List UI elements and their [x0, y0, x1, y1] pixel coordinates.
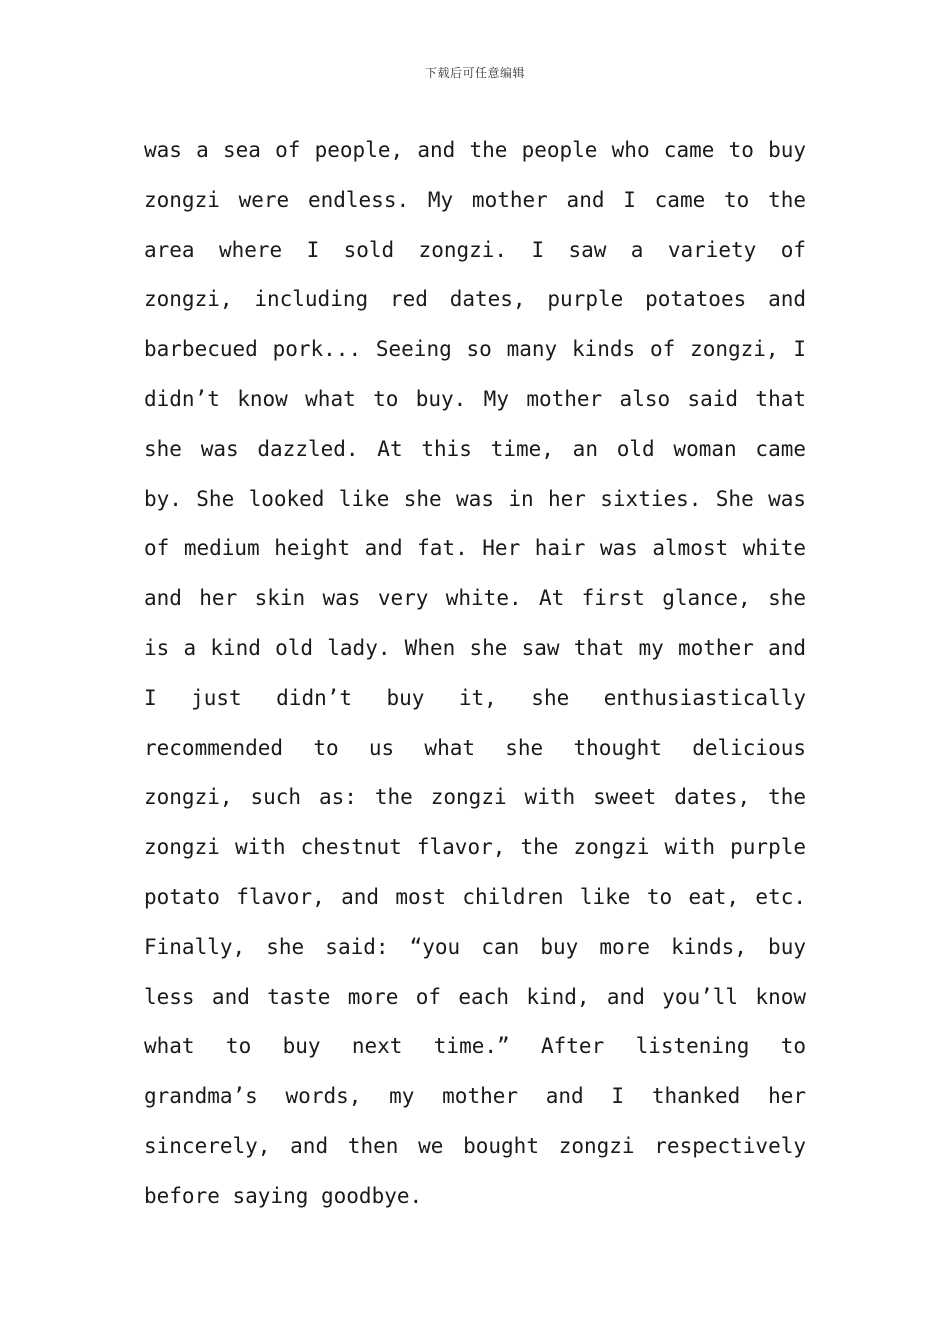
- text-line: she was dazzled. At this time, an old woman came: [144, 436, 806, 461]
- text-line: of medium height and fat. Her hair was almost white: [144, 536, 806, 561]
- text-line: barbecued pork... Seeing so many kinds of zongzi, I: [144, 337, 806, 362]
- text-line: potato flavor, and most children like to eat, etc.: [144, 884, 806, 909]
- text-line: area where I sold zongzi. I saw a variety of: [144, 237, 806, 262]
- text-line: didn’t know what to buy. My mother also said that: [144, 386, 806, 411]
- text-line: what to buy next time.” After listening to: [144, 1034, 806, 1059]
- text-line: zongzi, including red dates, purple potatoes and: [144, 287, 806, 312]
- text-line: zongzi were endless. My mother and I came to the: [144, 187, 806, 212]
- page-header: 下载后可任意编辑: [424, 66, 525, 80]
- text-line: I just didn’t buy it, she enthusiastically: [144, 685, 806, 710]
- text-line: was a sea of people, and the people who came to buy: [144, 138, 806, 162]
- text-line: by. She looked like she was in her sixties. She was: [144, 486, 806, 511]
- text-line: before saying goodbye.: [144, 1183, 423, 1208]
- text-line: zongzi with chestnut flavor, the zongzi with purple: [144, 835, 806, 860]
- body-paragraph: [144, 126, 806, 1222]
- text-line: less and taste more of each kind, and you’ll know: [144, 984, 806, 1009]
- text-line: Finally, she said: “you can buy more kinds, buy: [144, 934, 806, 959]
- text-line: and her skin was very white. At first glance, she: [144, 586, 806, 611]
- text-line: recommended to us what she thought delicious: [144, 735, 806, 760]
- text-line: zongzi, such as: the zongzi with sweet dates, the: [144, 785, 806, 810]
- text-line: is a kind old lady. When she saw that my mother and: [144, 635, 806, 660]
- text-line: sincerely, and then we bought zongzi respectively: [144, 1133, 806, 1158]
- text-line: grandma’s words, my mother and I thanked her: [144, 1084, 806, 1109]
